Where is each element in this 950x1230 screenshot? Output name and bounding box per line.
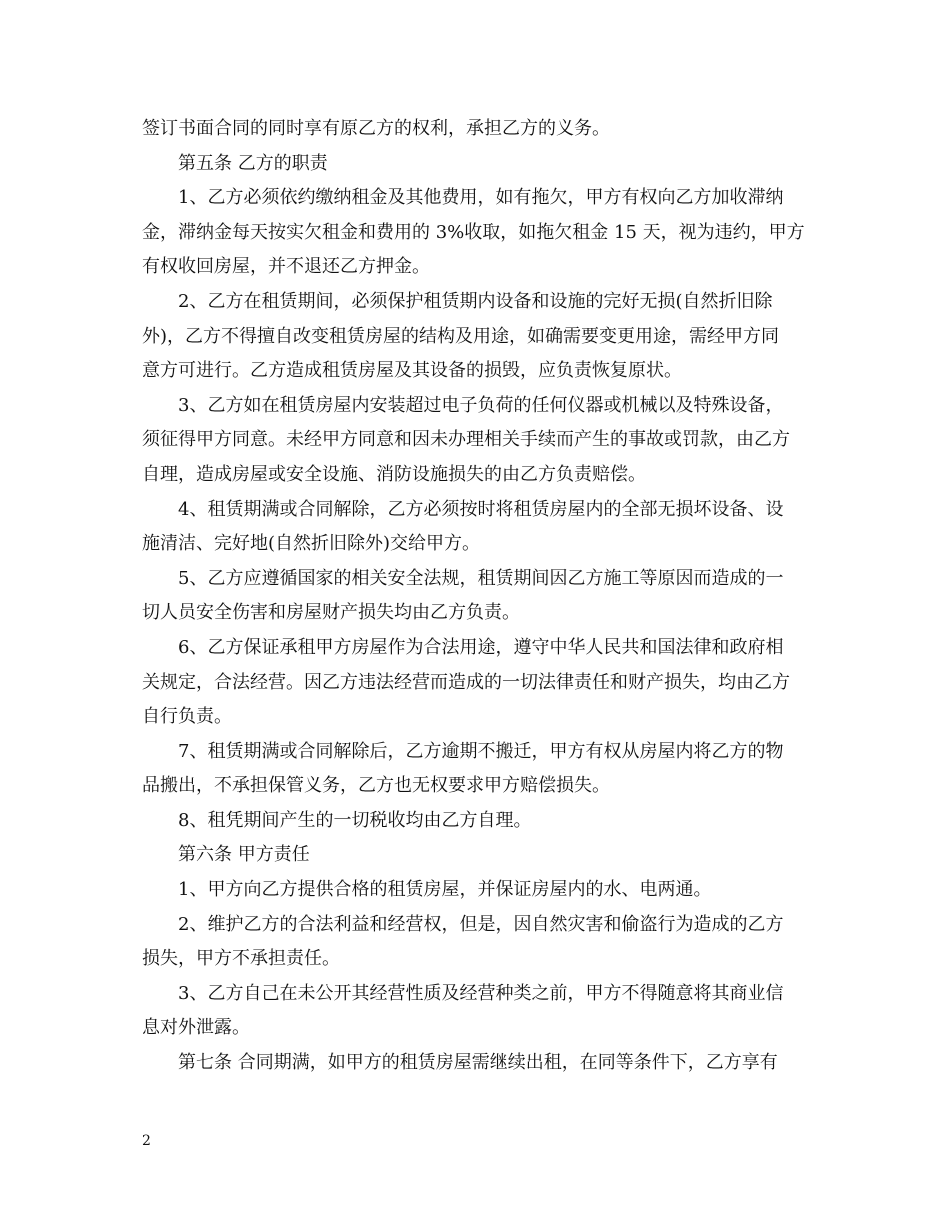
text-line: 关规定，合法经营。因乙方违法经营而造成的一切法律责任和财产损失，均由乙方: [142, 671, 790, 693]
text-line: 8、租凭期间产生的一切税收均由乙方自理。: [178, 809, 532, 831]
text-line: 1、甲方向乙方提供合格的租赁房屋，并保证房屋内的水、电两通。: [178, 879, 712, 901]
text-line: 切人员安全伤害和房屋财产损失均由乙方负责。: [142, 602, 520, 624]
text-line: 施清洁、完好地(自然折旧除外)交给甲方。: [142, 533, 481, 555]
text-line: 2、乙方在租赁期间，必须保护租赁期内设备和设施的完好无损(自然折旧除: [178, 290, 773, 312]
page-number: 2: [142, 1133, 151, 1149]
text-line: 息对外泄露。: [142, 1017, 250, 1039]
text-line: 自行负责。: [142, 706, 232, 728]
text-line: 自理，造成房屋或安全设施、消防设施损失的由乙方负责赔偿。: [142, 463, 646, 485]
text-line: 第六条 甲方责任: [178, 844, 310, 866]
text-line: 损失，甲方不承担责任。: [142, 948, 340, 970]
text-line: 第五条 乙方的职责: [178, 152, 328, 174]
text-line: 须征得甲方同意。未经甲方同意和因未办理相关手续而产生的事故或罚款，由乙方: [142, 429, 790, 451]
text-line: 签订书面合同的同时享有原乙方的权利，承担乙方的义务。: [142, 118, 610, 139]
text-line: 金，滞纳金每天按实欠租金和费用的 3%收取，如拖欠租金 15 天，视为违约，甲方: [142, 221, 805, 243]
text-line: 1、乙方必须依约缴纳租金及其他费用，如有拖欠，甲方有权向乙方加收滞纳: [178, 187, 784, 209]
text-line: 有权收回房屋，并不退还乙方押金。: [142, 256, 430, 278]
text-line: 3、乙方自己在未公开其经营性质及经营种类之前，甲方不得随意将其商业信: [178, 982, 784, 1004]
text-line: 第七条 合同期满，如甲方的租赁房屋需继续出租，在同等条件下，乙方享有: [178, 1052, 778, 1074]
text-line: 5、乙方应遵循国家的相关安全法规，租赁期间因乙方施工等原因而造成的一: [178, 567, 784, 589]
text-line: 7、租赁期满或合同解除后，乙方逾期不搬迁，甲方有权从房屋内将乙方的物: [178, 740, 784, 762]
text-line: 品搬出，不承担保管义务，乙方也无权要求甲方赔偿损失。: [142, 775, 610, 797]
text-line: 6、乙方保证承租甲方房屋作为合法用途，遵守中华人民共和国法律和政府相: [178, 636, 784, 658]
text-line: 外)，乙方不得擅自改变租赁房屋的结构及用途，如确需要变更用途，需经甲方同: [142, 325, 780, 347]
text-line: 3、乙方如在租赁房屋内安装超过电子负荷的任何仪器或机械以及特殊设备，: [178, 394, 784, 416]
text-line: 意方可进行。乙方造成租赁房屋及其设备的损毁，应负责恢复原状。: [142, 360, 682, 382]
text-line: 2、维护乙方的合法利益和经营权，但是，因自然灾害和偷盗行为造成的乙方: [178, 913, 784, 935]
text-line: 4、租赁期满或合同解除，乙方必须按时将租赁房屋内的全部无损坏设备、设: [178, 498, 784, 520]
document-body: [142, 112, 810, 1081]
